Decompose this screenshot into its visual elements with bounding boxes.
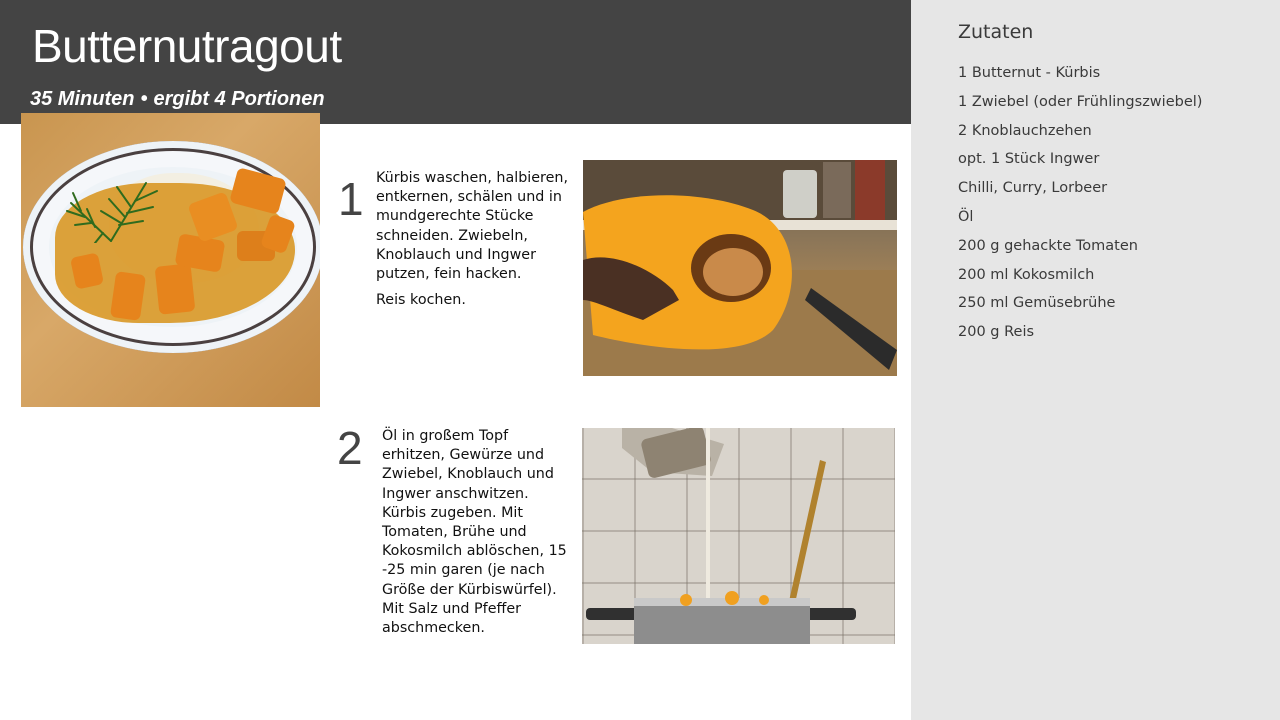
pumpkin-chunk: [110, 271, 146, 321]
step-1-number: 1: [338, 173, 364, 225]
ingredient-item: 200 g Reis: [958, 324, 1035, 341]
pumpkin-scene: [583, 160, 897, 376]
ingredient-item: Chilli, Curry, Lorbeer: [958, 180, 1108, 197]
ingredient-item: 250 ml Gemüsebrühe: [958, 295, 1116, 312]
recipe-title: Butternutragout: [32, 20, 342, 72]
step-1-paragraph-2: Reis kochen.: [376, 292, 466, 309]
dish-photo: [21, 113, 320, 407]
ingredient-item: 200 ml Kokosmilch: [958, 266, 1095, 283]
carrot-greens: [51, 173, 161, 243]
subtitle-separator: •: [140, 88, 148, 110]
step-2-photo-pot: [582, 428, 895, 644]
ingredient-item: 2 Knoblauchzehen: [958, 122, 1092, 139]
ingredients-list: [958, 62, 1202, 350]
pumpkin-chunk: [155, 263, 196, 315]
ingredients-title: Zutaten: [958, 21, 1034, 43]
ingredient-item: 200 g gehackte Tomaten: [958, 237, 1138, 254]
pot-scene: [582, 428, 895, 644]
ingredient-item: 1 Zwiebel (oder Frühlingszwiebel): [958, 93, 1203, 110]
step-2-paragraph-1: Öl in großem Topf erhitzen, Gewürze und Zwiebel, Knoblauch und Ingwer anschwitzen. Kürbis zugeben. Mit Tomaten, Brühe und Kokosmilch ablöschen, 15 -25 min garen (je nach Größe der Kürbiswürfel). Mit Salz und Pfeffer abschmecken.: [382, 428, 567, 637]
recipe-subtitle: [30, 86, 325, 112]
step-1-paragraph-1: Kürbis waschen, halbieren, entkernen, schälen und in mundgerechte Stücke schneiden. Zwiebeln, Knoblauch und Ingwer putzen, fein hacken.: [376, 170, 569, 283]
ingredients-panel: [911, 0, 1280, 720]
step-2-number: 2: [337, 422, 363, 474]
recipe-header: [0, 0, 911, 124]
recipe-duration: 35 Minuten: [30, 88, 135, 110]
step-1-text: [376, 169, 572, 310]
ingredient-item: 1 Butternut - Kürbis: [958, 65, 1101, 81]
step-1-photo-pumpkin: [583, 160, 897, 376]
ingredient-item: opt. 1 Stück Ingwer: [958, 151, 1100, 168]
recipe-portions: ergibt 4 Portionen: [153, 88, 325, 110]
step-2-text: [382, 427, 572, 638]
ingredient-item: Öl: [958, 208, 974, 225]
